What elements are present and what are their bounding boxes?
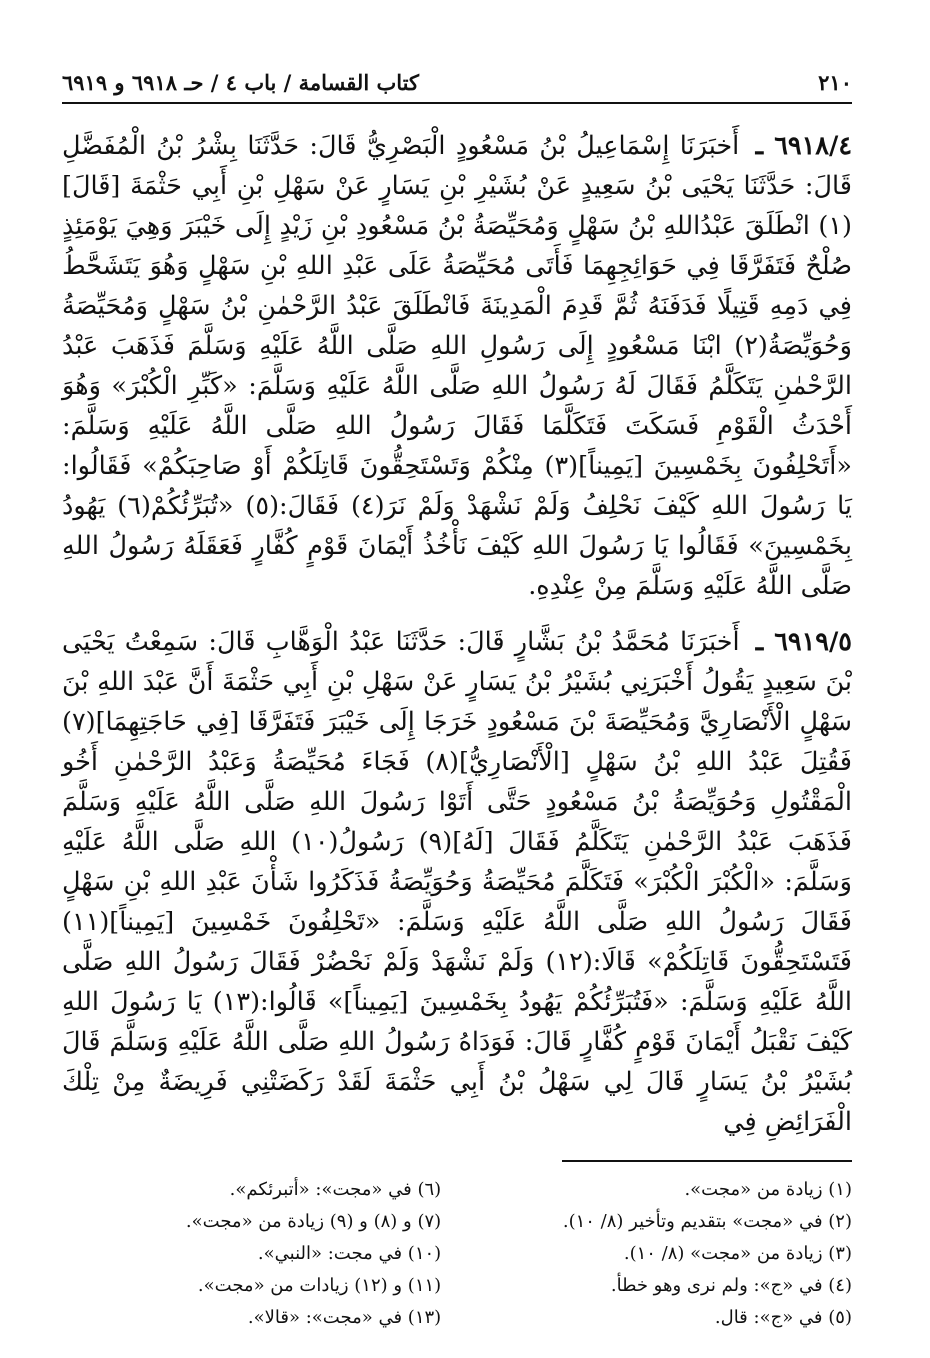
footnote: (٥) في «ج»: قال.: [714, 1307, 852, 1328]
footnote: (١٠) في مجت: «النبي».: [257, 1243, 442, 1264]
hadith-number: ٦٩١٩/٥ ـ: [755, 627, 852, 657]
hadith-text: أَخبَرَنَا إِسْمَاعِيلُ بْنُ مَسْعُودٍ الْبَصْرِيُّ قَالَ: حَدَّثَنَا بِشْرُ بْنُ الْمُفَضَّلِ قَالَ: حَدَّثَنَا يَحْيَى بْنُ سَعِيدٍ عَنْ بُشَيْرِ بْنِ يَسَارٍ عَنْ سَهْلِ بْنِ أَبِي حَثْمَةَ [قَالَ](١) انْطَلَقَ عَبْدُاللهِ بْنُ سَهْلٍ وَمُحَيِّصَةُ بْنُ مَسْعُودِ بْنِ زَيْدٍ إِلَى خَيْبَرَ وَهِيَ يَوْمَئِذٍ صُلْحٌ فَتَفَرَّقَا فِي حَوَائِجِهِمَا فَأَتَى مُحَيِّصَةُ عَلَى عَبْدِ اللهِ بْنِ سَهْلٍ وَهُوَ يَتَشَحَّطُ فِي دَمِهِ قَتِيلًا فَدَفَنَهُ ثُمَّ قَدِمَ الْمَدِينَةَ فَانْطَلَقَ عَبْدُ الرَّحْمٰنِ بْنُ سَهْلٍ وَمُحَيِّصَةُ وَحُوَيِّصَةُ(٢) ابْنَا مَسْعُودٍ إِلَى رَسُولِ اللهِ صَلَّى اللَّهُ عَلَيْهِ وَسَلَّمَ فَذَهَبَ عَبْدُ الرَّحْمٰنِ يَتَكَلَّمُ فَقَالَ لَهُ رَسُولُ اللهِ صَلَّى اللَّهُ عَلَيْهِ وَسَلَّمَ: «كَبِّرِ الْكُبْرَ» وَهُوَ أَحْدَثُ الْقَوْمِ فَسَكَتَ فَتَكَلَّمَا فَقَالَ رَسُولُ اللهِ صَلَّى اللَّهُ عَلَيْهِ وَسَلَّمَ: «أَتَحْلِفُونَ بِخَمْسِينَ [يَمِيناً](٣) مِنْكُمْ وَتَسْتَحِقُّونَ قَاتِلَكُمْ أَوْ صَاحِبَكُمْ» فَقَالُوا: يَا رَسُولَ اللهِ كَيْفَ نَحْلِفُ وَلَمْ نَشْهَدْ وَلَمْ نَرَ(٤) فَقَالَ:(٥) «تُبَرِّئُكُمْ(٦) يَهُودُ بِخَمْسِينَ» فَقَالُوا يَا رَسُولَ اللهِ كَيْفَ نَأْخُذُ أَيْمَانَ قَوْمٍ كُفَّارٍ فَعَقَلَهُ رَسُولُ اللهِ صَلَّى اللَّهُ عَلَيْهِ وَسَلَّمَ مِنْ عِنْدِهِ.: [62, 131, 852, 601]
footnotes-right-column: [473, 1174, 852, 1334]
footnote: (١٣) في «مجت»: «قالا».: [247, 1307, 442, 1328]
page-header: [62, 62, 852, 104]
book-page: [62, 62, 852, 1342]
footnote: (٢) في «مجت» بتقديم وتأخير (٨/ ١٠).: [562, 1211, 852, 1232]
hadith-text: أَخبَرَنَا مُحَمَّدُ بْنُ بَشَّارٍ قَالَ: حَدَّثَنَا عَبْدُ الْوَهَّابِ قَالَ: سَمِعْتُ يَحْيَى بْنَ سَعِيدٍ يَقُولُ أَخْبَرَنِي بُشَيْرُ بْنُ يَسَارٍ عَنْ سَهْلِ بْنِ أَبِي حَثْمَةَ أَنَّ عَبْدَ اللهِ بْنَ سَهْلٍ الْأَنْصَارِيَّ وَمُحَيِّصَةَ بْنَ مَسْعُودٍ خَرَجَا إِلَى خَيْبَرَ فَتَفَرَّقَا [فِي حَاجَتِهِمَا](٧) فَقُتِلَ عَبْدُ اللهِ بْنُ سَهْلٍ [الْأَنْصَارِيُّ](٨) فَجَاءَ مُحَيِّصَةُ وَعَبْدُ الرَّحْمٰنِ أَخُو الْمَقْتُولِ وَحُوَيِّصَةُ بْنُ مَسْعُودٍ حَتَّى أَتَوْا رَسُولَ اللهِ صَلَّى اللَّهُ عَلَيْهِ وَسَلَّمَ فَذَهَبَ عَبْدُ الرَّحْمٰنِ يَتَكَلَّمُ فَقَالَ [لَهُ](٩) رَسُولُ(١٠) اللهِ صَلَّى اللَّهُ عَلَيْهِ وَسَلَّمَ: «الْكُبْرَ الْكُبْرَ» فَتَكَلَّمَ مُحَيِّصَةُ وَحُوَيِّصَةُ فَذَكَرُوا شَأْنَ عَبْدِ اللهِ بْنِ سَهْلٍ فَقَالَ رَسُولُ اللهِ صَلَّى اللَّهُ عَلَيْهِ وَسَلَّمَ: «تَحْلِفُونَ خَمْسِينَ [يَمِيناً](١١) فَتَسْتَحِقُّونَ قَاتِلَكُمْ» قَالَا:(١٢) وَلَمْ نَشْهَدْ وَلَمْ نَحْضُرْ فَقَالَ رَسُولُ اللهِ صَلَّى اللَّهُ عَلَيْهِ وَسَلَّمَ: «فَتُبَرِّئُكُمْ يَهُودُ بِخَمْسِينَ [يَمِيناً]» قَالُوا:(١٣) يَا رَسُولَ اللهِ كَيْفَ نَقْبَلُ أَيْمَانَ قَوْمٍ كُفَّارٍ قَالَ: فَوَدَاهُ رَسُولُ اللهِ صَلَّى اللَّهُ عَلَيْهِ وَسَلَّمَ قَالَ بُشَيْرُ بْنُ يَسَارٍ قَالَ لِي سَهْلُ بْنُ أَبِي حَثْمَةَ لَقَدْ رَكَضَتْنِي فَرِيضَةٌ مِنْ تِلْكَ الْفَرَائِضِ فِي: [62, 627, 852, 1137]
hadith-paragraph: [62, 622, 852, 1142]
footnote: (٤) في «ج»: ولم نرى وهو خطأ.: [610, 1275, 852, 1296]
page-number: ٢١٠: [818, 69, 852, 95]
footnote: (٧) و (٨) و (٩) زيادة من «مجت».: [185, 1211, 442, 1232]
footnote: (٣) زيادة من «مجت» (٨/ ١٠).: [623, 1243, 852, 1264]
footnote-divider: [562, 1160, 852, 1162]
hadith-paragraph: [62, 126, 852, 606]
footnotes: [62, 1174, 852, 1334]
footnote: (٦) في «مجت»: «أتبرئكم».: [229, 1179, 442, 1200]
hadith-number: ٦٩١٨/٤ ـ: [755, 131, 853, 161]
running-title: كتاب القسامة / باب ٤ / حـ ٦٩١٨ و ٦٩١٩: [62, 69, 419, 95]
footnotes-left-column: [62, 1174, 441, 1334]
footnote: (١١) و (١٢) زيادات من «مجت».: [197, 1275, 442, 1296]
footnote: (١) زيادة من «مجت».: [684, 1179, 852, 1200]
